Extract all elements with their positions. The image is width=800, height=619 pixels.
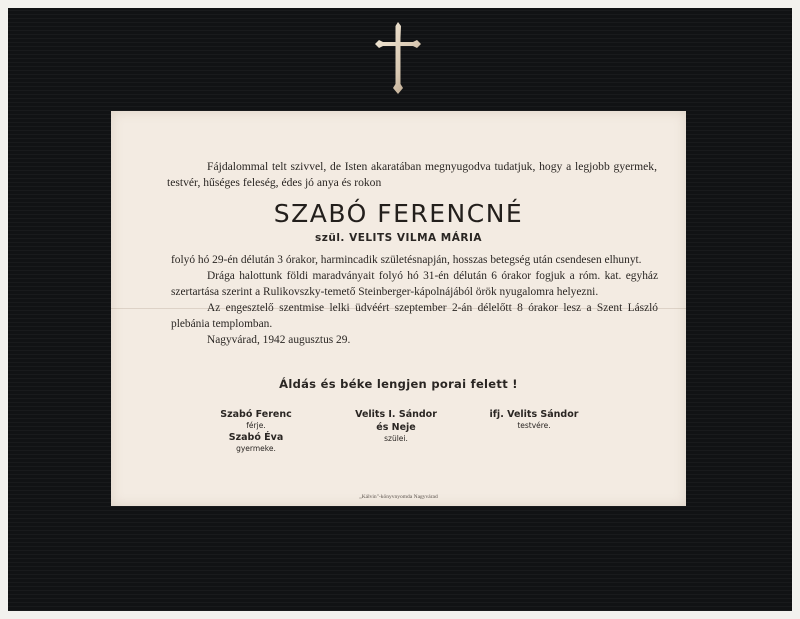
signatory-role: testvére.	[517, 421, 551, 430]
signatory-name: Szabó Éva	[228, 432, 284, 443]
funeral-paragraph: Drága halottunk földi maradványait folyó hó 31-én délután 6 órakor fogjuk a róm. kat. egyház szertartása szerint a Rulikovszky-temető Steinberger-kápolnájából örök nyugalomra helyezni.	[171, 270, 658, 299]
signatory-name: ifj. Velits Sándor	[489, 409, 579, 420]
signatory-name-continued: és Neje	[376, 422, 416, 433]
signatory-husband	[181, 408, 331, 431]
signatory-parents	[321, 408, 471, 444]
deceased-name: SZABÓ FERENCNÉ	[273, 199, 524, 228]
maiden-name: szül. VELITS VILMA MÁRIA	[314, 232, 482, 244]
signatory-role: férje.	[246, 421, 266, 430]
mass-paragraph: Az engesztelő szentmise lelki üdvéért szeptember 2-án délelőtt 8 órakor lesz a Szent László plebánia templomban.	[171, 302, 658, 331]
signatory-brother	[459, 408, 609, 431]
place-date: Nagyvárad, 1942 augusztus 29.	[207, 334, 351, 347]
blessing-line: Áldás és béke lengjen porai felett !	[279, 377, 518, 391]
signatory-name: Szabó Ferenc	[220, 409, 292, 420]
notice-body	[171, 252, 658, 349]
death-paragraph: folyó hó 29-én délután 3 órakor, harmincadik születésnapján, hosszas betegség után csendesen elhunyt.	[171, 254, 642, 266]
signatory-role: szülei.	[384, 434, 408, 443]
signatory-name: Velits I. Sándor	[355, 409, 437, 420]
latin-cross-icon	[375, 22, 421, 94]
printer-imprint: „Kálvin"-könyvnyomda Nagyvárad	[359, 494, 438, 500]
intro-text: Fájdalommal telt szivvel, de Isten akaratában megnyugodva tudatjuk, hogy a legjobb gyermek, testvér, hűséges feleség, édes jó anya és rokon	[167, 160, 657, 189]
signatory-child	[181, 431, 331, 454]
obituary-notice	[111, 111, 686, 506]
signatory-role: gyermeke.	[236, 444, 276, 453]
